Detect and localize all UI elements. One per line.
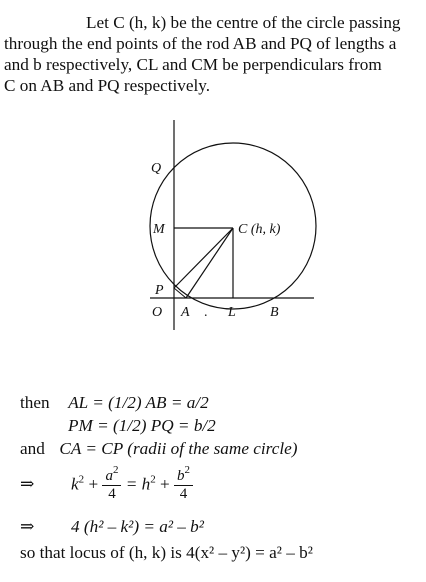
pm-equation: PM = (1/2) PQ = b/2 [68, 416, 216, 435]
locus-statement: so that locus of (h, k) is 4(x² – y²) = a² – b² [20, 543, 313, 562]
eq1-h: = h [125, 474, 151, 494]
segment-cp [174, 228, 233, 288]
step-pm [68, 415, 216, 436]
implies-icon: ⇒ [20, 474, 35, 494]
label-dot: . [204, 305, 208, 320]
step-ca [20, 438, 297, 459]
label-o: O [152, 305, 163, 320]
eq1-den2: 4 [179, 486, 188, 502]
eq1-a: a [105, 468, 113, 484]
label-m: M [153, 222, 165, 237]
step-eq1: ⇒ $k^2$ + $\frac{a^2}{4}$ = $h^2$ + $\frac{b^2}{4}$ [20, 468, 193, 503]
eq1-den1: 4 [108, 486, 116, 502]
and-word: and [20, 439, 45, 458]
label-c: C (h, k) [238, 222, 281, 237]
label-q: Q [151, 161, 162, 176]
segment-ca [186, 228, 233, 298]
then-word: then [20, 393, 50, 412]
fraction-b2-over-4: $\frac{b^2}{4}$ [174, 468, 193, 503]
label-l: L [228, 305, 236, 320]
label-a: A [181, 305, 190, 320]
intro-line-2: through the end points of the rod AB and PQ of lengths a [4, 34, 397, 53]
eq1-b: b [177, 468, 185, 484]
step-locus [20, 542, 313, 563]
al-equation: AL = (1/2) AB = a/2 [68, 393, 209, 412]
ca-equation: CA = CP (radii of the same circle) [59, 439, 298, 458]
label-p: P [155, 283, 164, 298]
intro-line-3: and b respectively, CL and CM be perpendiculars from [4, 55, 382, 74]
fraction-a2-over-4: $\frac{a^2}{4}$ [102, 468, 121, 503]
step-eq2 [20, 516, 204, 537]
eq1-k: k [71, 474, 79, 494]
step-then [20, 392, 209, 413]
implies-icon: ⇒ [20, 517, 35, 536]
intro-line-1: Let C (h, k) be the centre of the circle passing [86, 13, 401, 32]
intro-line-4: C on AB and PQ respectively. [4, 76, 211, 95]
label-b: B [270, 305, 279, 320]
eq2-equation: 4 (h² – k²) = a² – b² [71, 517, 204, 536]
